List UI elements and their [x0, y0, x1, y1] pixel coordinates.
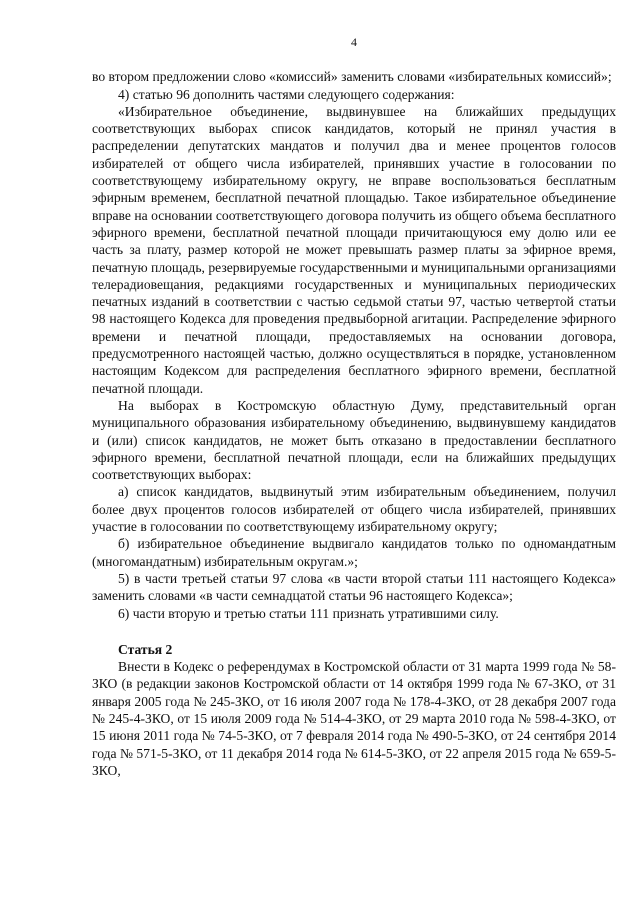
paragraph-subitem-b: б) избирательное объединение выдвигало кандидатов только по одномандатным (многомандатным) избирательным округам.»;	[92, 536, 616, 569]
article-body: Внести в Кодекс о референдумах в Костромской области от 31 марта 1999 года № 58-ЗКО (в редакции законов Костромской области от 14 октября 1999 года № 67-ЗКО, от 31 января 2005 года № 245-ЗКО, от 16 июля 2007 года № 178-4-ЗКО, от 28 декабря 2007 года № 245-4-ЗКО, от 15 июля 2009 года № 514-4-ЗКО, от 29 марта 2010 года № 598-4-ЗКО, от 15 июня 2011 года № 74-5-ЗКО, от 7 февраля 2014 года № 490-5-ЗКО, от 24 сентября 2014 года № 571-5-ЗКО, от 11 декабря 2014 года № 614-5-ЗКО, от 22 апреля 2015 года № 659-5-ЗКО,	[92, 659, 616, 778]
paragraph-continuation: во втором предложении слово «комиссий» заменить словами «избирательных комиссий»;	[92, 69, 612, 85]
page-number: 4	[351, 35, 357, 49]
paragraph-item-4: 4) статью 96 дополнить частями следующего содержания:	[118, 86, 455, 102]
paragraph-item-6: 6) части вторую и третью статьи 111 признать утратившими силу.	[118, 605, 499, 621]
paragraph-quoted-part-1: «Избирательное объединение, выдвинувшее на ближайших предыдущих соответствующих выборах список кандидатов, который не принял участия в распределении депутатских мандатов и получил два и менее процентов голосов избирателей от общего числа избирателей, принявших участие в голосовании по соответствующему избирательному округу, не вправе воспользоваться бесплатным эфирным временем, бесплатной печатной площадью. Такое избирательное объединение вправе на основании соответствующего договора получить из общего объема бесплатного эфирного времени, бесплатной печатной площади причитающуюся ему долю или ее часть за плату, размер которой не может превышать размер платы за эфирное время, печатную площадь, резервируемые государственными и муниципальными организациями телерадиовещания, редакциями государственных и муниципальных периодических печатных изданий в соответствии с частью седьмой статьи 97, частью четвертой статьи 98 настоящего Кодекса для проведения предвыборной агитации. Распределение эфирного времени и печатной площади, предоставляемых на основании договора, предусмотренного настоящей частью, должно осуществляться в порядке, установленном настоящим Кодексом для распределения бесплатного эфирного времени, бесплатной печатной площади.	[92, 103, 616, 396]
paragraph-item-5: 5) в части третьей статьи 97 слова «в части второй статьи 111 настоящего Кодекса» заменить словами «в части семнадцатой статьи 96 настоящего Кодекса»;	[92, 570, 616, 604]
paragraph-subitem-a: а) список кандидатов, выдвинутый этим избирательным объединением, получил более двух процентов голосов избирателей от общего числа избирателей, принявших участие в голосовании по соответствующему избирательному округу;	[92, 484, 616, 535]
paragraph-quoted-part-2: На выборах в Костромскую областную Думу, представительный орган муниципального образования избирательному объединению, выдвинувшему кандидатов и (или) список кандидатов, не может быть отказано в предоставлении бесплатного эфирного времени, бесплатной печатной площади, если на ближайших предыдущих соответствующих выборах:	[92, 397, 616, 483]
section-gap	[92, 622, 616, 641]
article-title: Статья 2	[118, 641, 173, 657]
